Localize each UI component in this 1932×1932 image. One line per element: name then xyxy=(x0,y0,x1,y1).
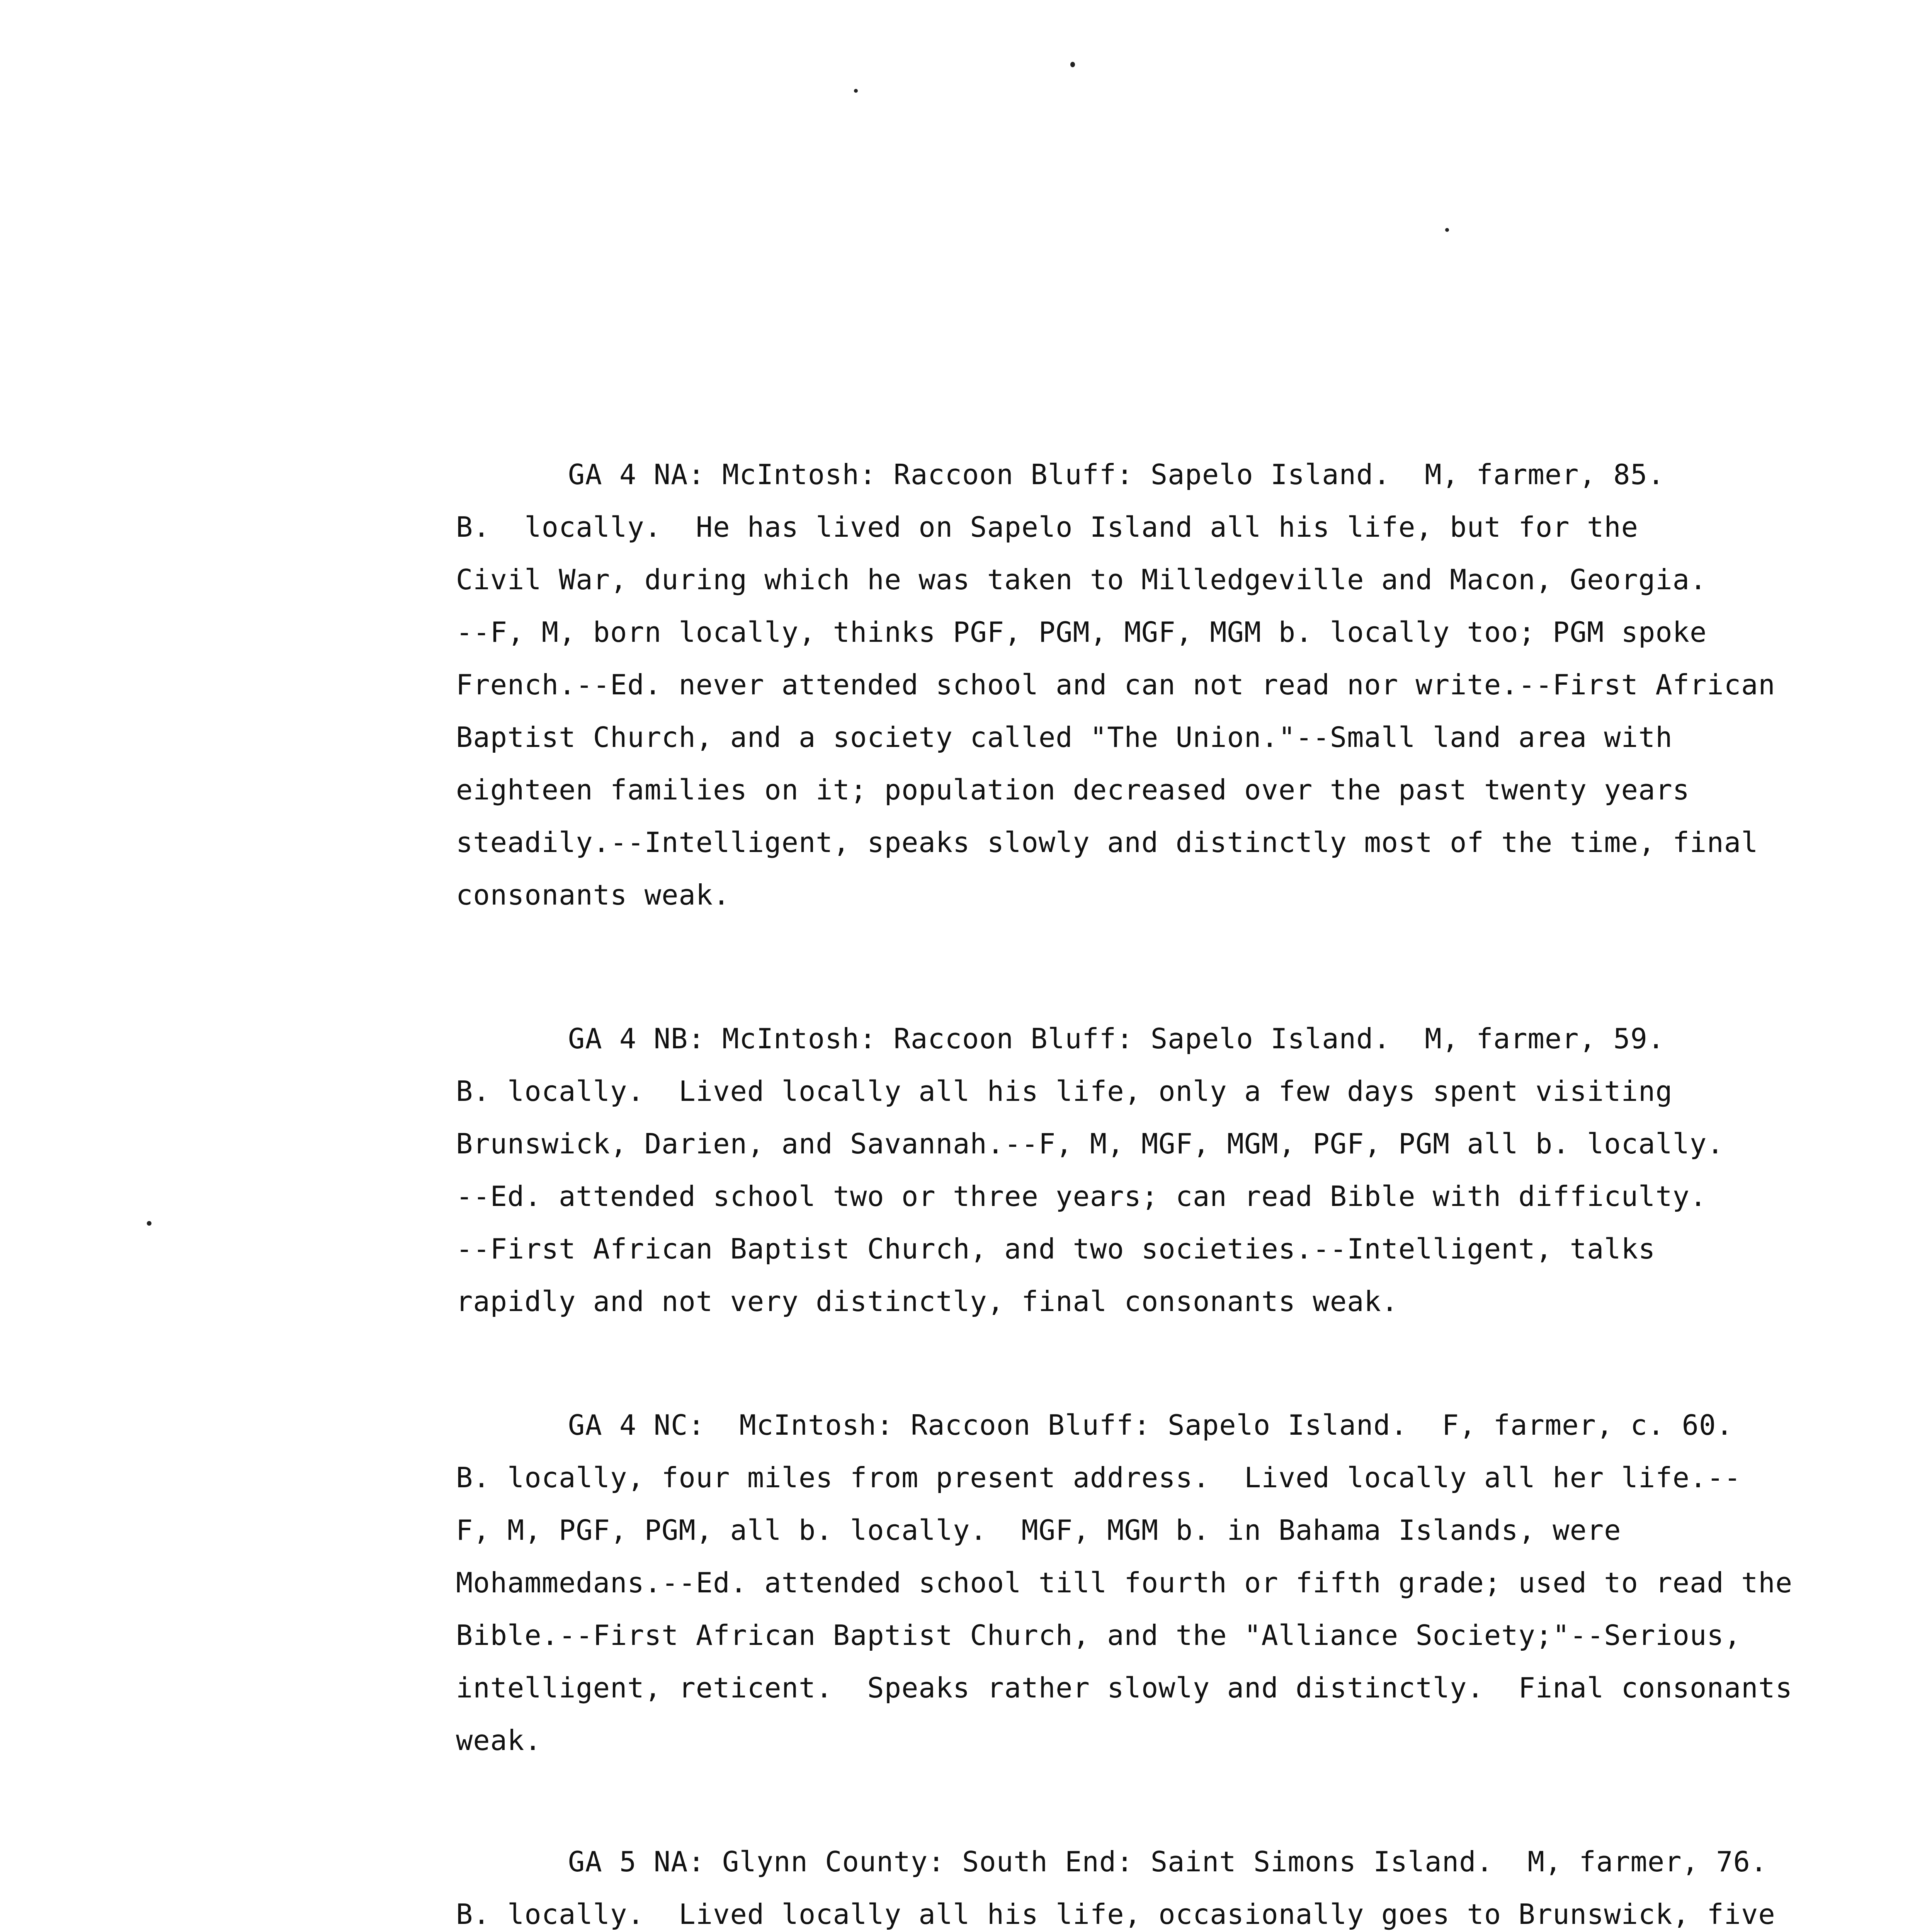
entry-line: B. locally, four miles from present address. Lived locally all her life.-- xyxy=(456,1461,1742,1494)
entry-line: --First African Baptist Church, and two societies.--Intelligent, talks xyxy=(456,1233,1656,1265)
entry-line: Baptist Church, and a society called "The Union."--Small land area with xyxy=(456,721,1673,753)
entry-line: steadily.--Intelligent, speaks slowly and distinctly most of the time, final xyxy=(456,826,1759,859)
entry-line: --Ed. attended school two or three years; can read Bible with difficulty. xyxy=(456,1180,1707,1213)
informant-entry-ga-4-nb xyxy=(456,1012,1909,1328)
entry-line: F, M, PGF, PGM, all b. locally. MGF, MGM b. in Bahama Islands, were xyxy=(456,1514,1621,1546)
entry-line: GA 4 NC: McIntosh: Raccoon Bluff: Sapelo Island. F, farmer, c. 60. xyxy=(568,1409,1733,1441)
entry-line: B. locally. He has lived on Sapelo Island all his life, but for the xyxy=(456,511,1638,543)
entry-line: GA 4 NB: McIntosh: Raccoon Bluff: Sapelo Island. M, farmer, 59. xyxy=(568,1022,1665,1055)
entry-line: GA 5 NA: Glynn County: South End: Saint Simons Island. M, farmer, 76. xyxy=(568,1845,1768,1878)
entry-line: Mohammedans.--Ed. attended school till fourth or fifth grade; used to read the xyxy=(456,1566,1793,1599)
entry-line: B. locally. Lived locally all his life, only a few days spent visiting xyxy=(456,1075,1673,1107)
entry-line: B. locally. Lived locally all his life, occasionally goes to Brunswick, five xyxy=(456,1898,1776,1930)
entry-line: Brunswick, Darien, and Savannah.--F, M, MGF, MGM, PGF, PGM all b. locally. xyxy=(456,1128,1724,1160)
entry-line: eighteen families on it; population decreased over the past twenty years xyxy=(456,774,1690,806)
entry-line: Bible.--First African Baptist Church, and the "Alliance Society;"--Serious, xyxy=(456,1619,1742,1651)
scan-speck xyxy=(1445,228,1449,232)
entry-line: Civil War, during which he was taken to Milledgeville and Macon, Georgia. xyxy=(456,563,1707,596)
entry-line: consonants weak. xyxy=(456,879,730,911)
entry-line: GA 4 NA: McIntosh: Raccoon Bluff: Sapelo Island. M, farmer, 85. xyxy=(568,458,1665,491)
scan-speck xyxy=(147,1221,151,1226)
entry-line: weak. xyxy=(456,1724,542,1757)
entry-line: intelligent, reticent. Speaks rather slowly and distinctly. Final consonants xyxy=(456,1672,1793,1704)
entry-line: French.--Ed. never attended school and can not read nor write.--First African xyxy=(456,668,1776,701)
informant-entry-ga-4-nc xyxy=(456,1399,1909,1767)
scan-speck xyxy=(854,89,858,93)
entry-line: rapidly and not very distinctly, final consonants weak. xyxy=(456,1285,1399,1318)
informant-entry-ga-5-na xyxy=(456,1835,1909,1932)
informant-entry-ga-4-na xyxy=(456,448,1909,921)
entry-line: --F, M, born locally, thinks PGF, PGM, MGF, MGM b. locally too; PGM spoke xyxy=(456,616,1707,648)
scan-speck xyxy=(1070,62,1075,67)
